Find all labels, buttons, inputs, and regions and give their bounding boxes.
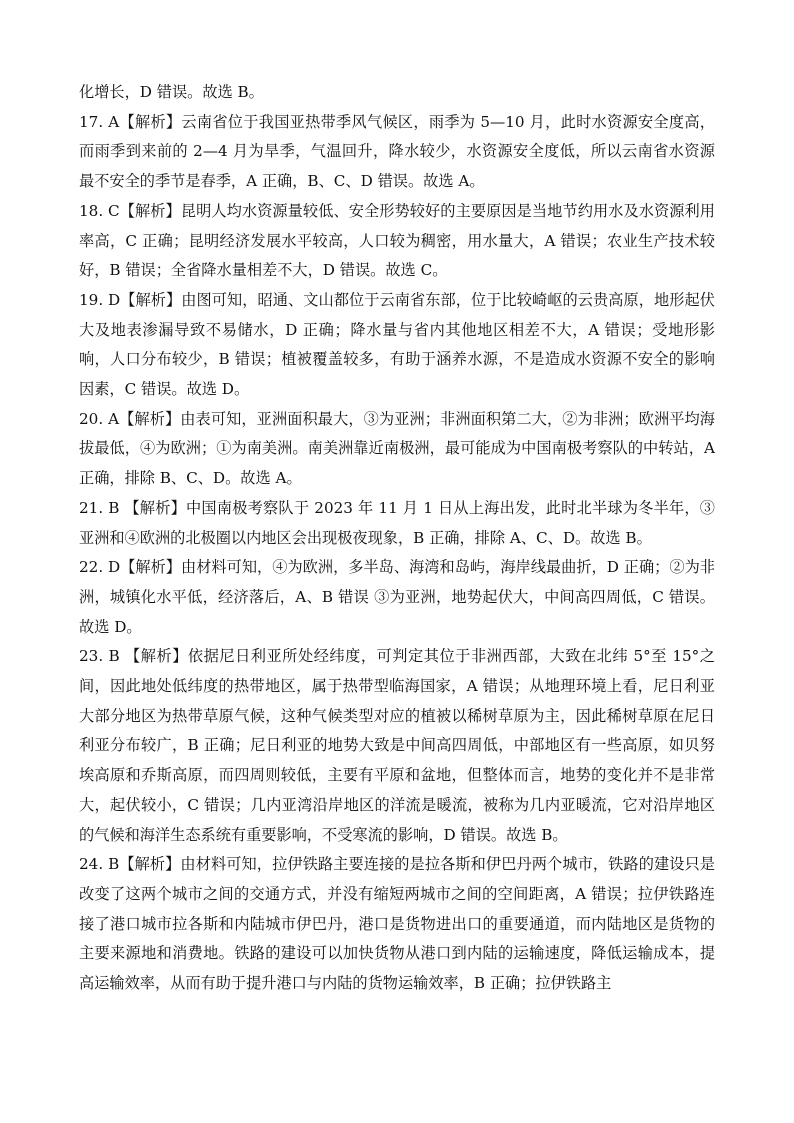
answer-22: 22. D【解析】由材料可知，④为欧洲，多半岛、海湾和岛屿，海岸线最曲折，D 正确；②为非洲，城镇化水平低，经济落后，A、B 错误 ③为亚洲，地势起伏大，中间高四周低，C 错误。故选 D。 bbox=[79, 558, 715, 636]
answer-17: 17. A【解析】云南省位于我国亚热带季风气候区，雨季为 5—10 月，此时水资源安全度高，而雨季到来前的 2—4 月为旱季，气温回升，降水较少，水资源安全度低，所以云南省水资源最不安全的季节是春季，A 正确，B、C、D 错误。故选 A。 bbox=[79, 112, 715, 191]
answer-19: 19. D【解析】由图可知，昭通、文山都位于云南省东部，位于比较崎岖的云贵高原，地形起伏大及地表渗漏导致不易储水，D 正确；降水量与省内其他地区相差不大，A 错误；受地形影响，人口分布较少，B 错误；植被覆盖较多，有助于涵养水源，不是造成水资源不安全的影响因素，C 错误。故选 D。 bbox=[79, 290, 715, 399]
paragraph-continuation: 化增长，D 错误。故选 B。 bbox=[79, 83, 264, 101]
answer-20: 20. A【解析】由表可知，亚洲面积最大，③为亚洲；非洲面积第二大，②为非洲；欧洲平均海拔最低，④为欧洲；①为南美洲。南美洲靠近南极洲，最可能成为中国南极考察队的中转站，A 正确，排除 B、C、D。故选 A。 bbox=[79, 409, 715, 488]
answer-24: 24. B【解析】由材料可知，拉伊铁路主要连接的是拉各斯和伊巴丹两个城市，铁路的建设只是改变了这两个城市之间的交通方式，并没有缩短两城市之间的空间距离，A 错误；拉伊铁路连接了港口城市拉各斯和内陆城市伊巴丹，港口是货物进出口的重要通道，而内陆地区是货物的主要来源地和消费地。铁路的建设可以加快货物从港口到内陆的运输速度，降低运输成本，提高运输效率，从而有助于提升港口与内陆的货物运输效率，B 正确；拉伊铁路主 bbox=[79, 855, 715, 993]
answer-18: 18. C【解析】昆明人均水资源量较低、安全形势较好的主要原因是当地节约用水及水资源利用率高，C 正确；昆明经济发展水平较高，人口较为稠密，用水量大，A 错误；农业生产技术较好，B 错误；全省降水量相差不大，D 错误。故选 C。 bbox=[79, 201, 715, 280]
answer-23: 23. B 【解析】依据尼日利亚所处经纬度，可判定其位于非洲西部，大致在北纬 5°至 15°之间，因此地处低纬度的热带地区，属于热带型临海国家，A 错误；从地理环境上看，尼日利亚大部分地区为热带草原气候，这种气候类型对应的植被以稀树草原为主，因此稀树草原在尼日利亚分布较广，B 正确；尼日利亚的地势大致是中间高四周低，中部地区有一些高原，如贝努埃高原和乔斯高原，而四周则较低，主要有平原和盆地，但整体而言，地势的变化并不是非常大，起伏较小，C 错误；几内亚湾沿岸地区的洋流是暖流，被称为几内亚暖流，它对沿岸地区的气候和海洋生态系统有重要影响，不受寒流的影响，D 错误。故选 B。 bbox=[79, 647, 715, 844]
answer-explanations bbox=[79, 78, 715, 999]
answer-21: 21. B 【解析】中国南极考察队于 2023 年 11 月 1 日从上海出发，此时北半球为冬半年，③亚洲和④欧洲的北极圈以内地区会出现极夜现象，B 正确，排除 A、C、D。故选 B。 bbox=[79, 498, 715, 547]
